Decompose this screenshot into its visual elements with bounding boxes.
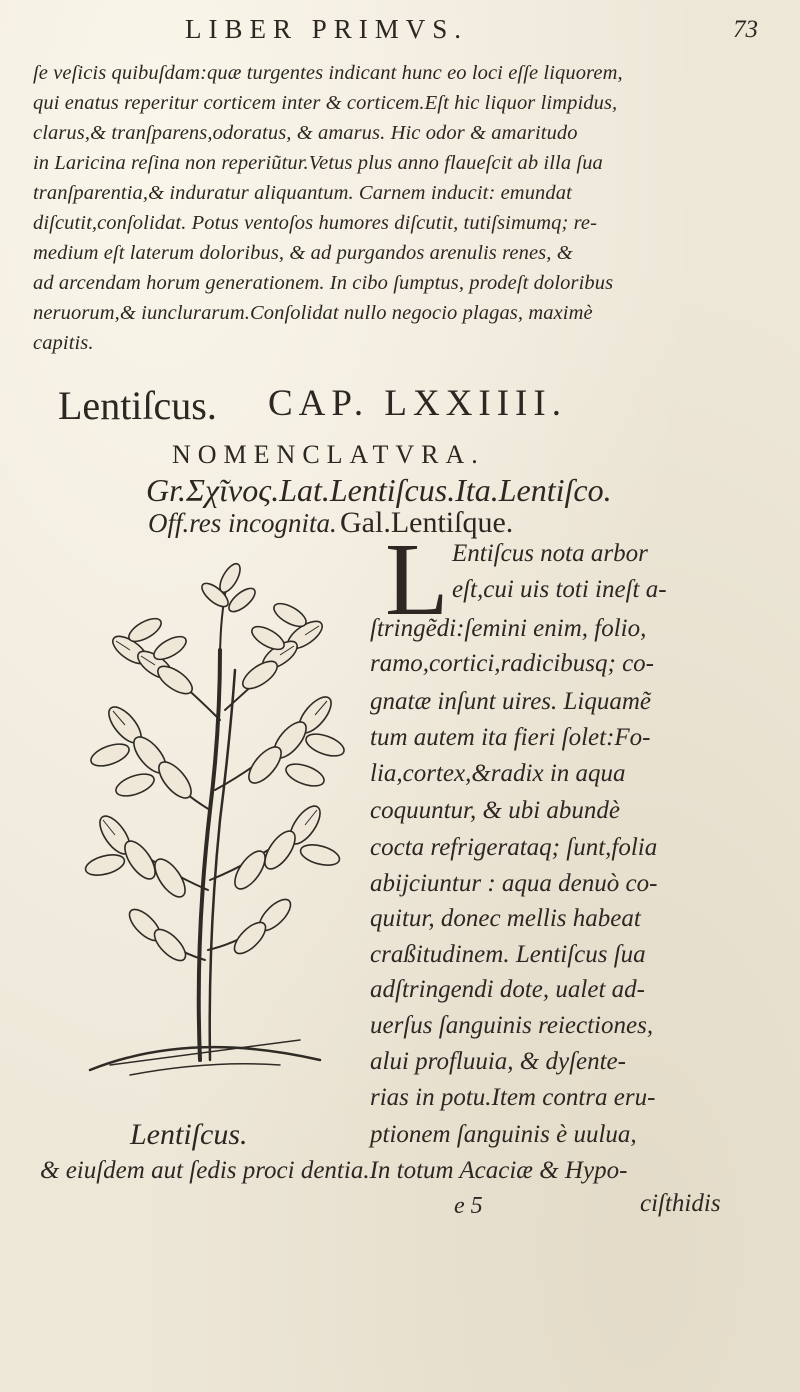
nomenclatura-heading: NOMENCLATVRA. xyxy=(172,440,485,469)
chapter-number: CAP. LXXIIII. xyxy=(268,383,567,424)
text-line: ramo,cortici,radicibusq; co- xyxy=(370,650,654,677)
text-line: quitur, donec mellis habeat xyxy=(370,905,641,932)
text-line: ptionem ſanguinis è uulua, xyxy=(370,1121,637,1148)
text-line: medium eſt laterum doloribus, & ad purgandos arenulis renes, & xyxy=(33,242,573,264)
names-line: Gr.Σχῖνος.Lat.Lentiſcus.Ita.Lentiſco. xyxy=(146,472,612,508)
text-line: capitis. xyxy=(33,332,94,354)
signature-mark: e 5 xyxy=(454,1193,483,1219)
text-line: adſtringendi dote, ualet ad- xyxy=(370,976,645,1003)
text-line: craßitudinem. Lentiſcus ſua xyxy=(370,941,646,968)
text-line: tranſparentia,& induratur aliquantum. Carnem inducit: emundat xyxy=(33,182,572,204)
text-line: ad arcendam horum generationem. In cibo ſumptus, prodeſt doloribus xyxy=(33,272,614,294)
text-line: rias in potu.Item contra eru- xyxy=(370,1084,656,1111)
page-number: 73 xyxy=(733,16,758,43)
lentisk-plant-woodcut xyxy=(70,560,360,1100)
text-line: tum autem ita fieri ſolet:Fo- xyxy=(370,724,651,751)
drop-capital: L xyxy=(385,522,449,637)
text-line: & eiuſdem aut ſedis proci dentia.In totum Acaciæ & Hypo- xyxy=(40,1157,628,1184)
text-line: uerſus ſanguinis reiectiones, xyxy=(370,1012,654,1039)
text-line: in Laricina reſina non reperiũtur.Vetus plus anno flaueſcit ab illa ſua xyxy=(33,152,603,174)
text-line: diſcutit,conſolidat. Potus ventoſos humores diſcutit, tutiſsimumq; re- xyxy=(33,212,598,234)
text-line: ſtringẽdi:ſemini enim, folio, xyxy=(370,615,647,642)
names-line-roman: Gal.Lentiſque. xyxy=(340,506,514,539)
running-head: LIBER PRIMVS. xyxy=(185,14,469,44)
text-line: neruorum,& iunclurarum.Conſolidat nullo negocio plagas, maximè xyxy=(33,302,593,324)
text-line: gnatæ inſunt uires. Liquamẽ xyxy=(370,688,652,715)
chapter-title: Lentiſcus. xyxy=(58,383,217,428)
text-line: coquuntur, & ubi abundè xyxy=(370,797,620,824)
text-line: alui profluuia, & dyſente- xyxy=(370,1048,626,1075)
text-line: eſt,cui uis toti ineſt a- xyxy=(452,576,667,603)
text-line: cocta refrigerataq; ſunt,folia xyxy=(370,834,658,861)
text-line: lia,cortex,&radix in aqua xyxy=(370,760,626,787)
names-line-italic: Off.res incognita. xyxy=(148,508,337,538)
text-line: qui enatus reperitur corticem inter & corticem.Eſt hic liquor limpidus, xyxy=(33,92,618,114)
text-line: ſe veſicis quibuſdam:quæ turgentes indicant hunc eo loci eſſe liquorem, xyxy=(33,62,623,84)
text-line: Entiſcus nota arbor xyxy=(452,540,648,567)
catchword: ciſthidis xyxy=(640,1190,721,1217)
text-line: abijciuntur : aqua denuò co- xyxy=(370,870,658,897)
illustration-caption: Lentiſcus. xyxy=(130,1118,248,1151)
text-line: clarus,& tranſparens,odoratus, & amarus. Hic odor & amaritudo xyxy=(33,122,578,144)
